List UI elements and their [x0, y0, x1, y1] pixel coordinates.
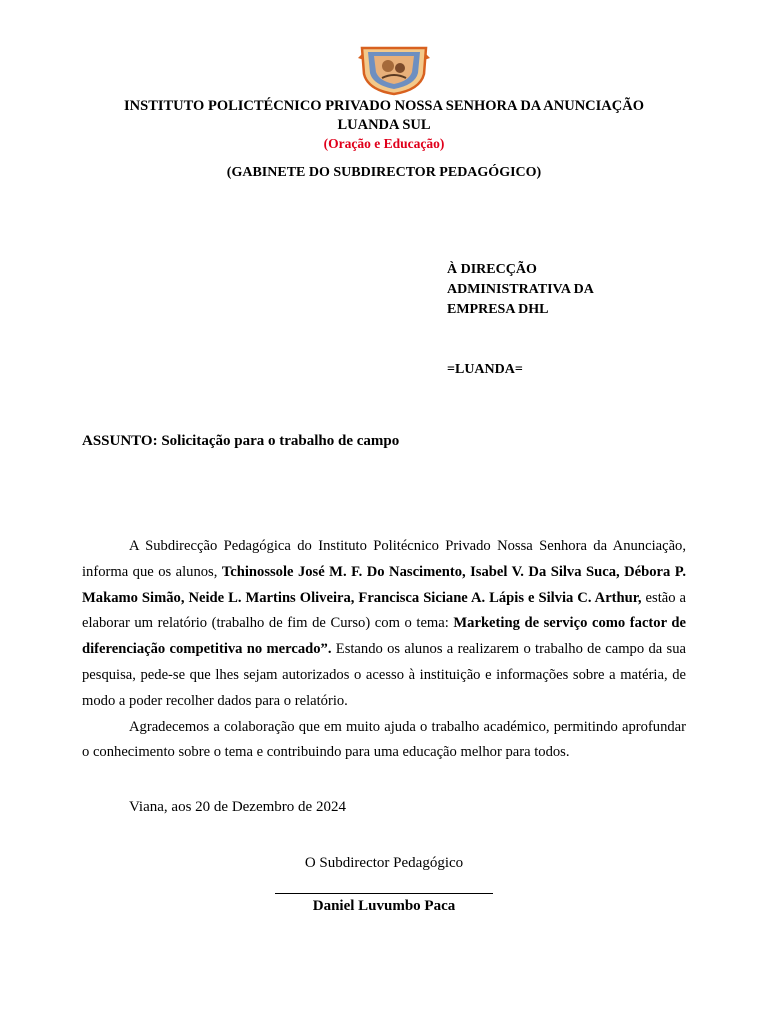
letter-subject: ASSUNTO: Solicitação para o trabalho de campo: [82, 433, 400, 449]
recipient-line-3: EMPRESA DHL: [447, 302, 549, 317]
signature-line: [275, 893, 493, 894]
body-paragraph-2: Agradecemos a colaboração que em muito ajuda o trabalho académico, permitindo aprofundar o conhecimento sobre o tema e contribuindo para uma educação melhor para todos.: [82, 718, 686, 761]
p1-closing: Estando os alunos a realizarem o trabalho de campo da sua pesquisa, pede-se que lhes sejam autorizados o acesso à instituição e informações sobre a matéria, de modo a poder recolher dados para o relatório.: [82, 641, 686, 709]
institute-name: [0, 97, 768, 135]
letter-body: [82, 534, 686, 766]
office-title: (GABINETE DO SUBDIRECTOR PEDAGÓGICO): [226, 165, 542, 180]
body-paragraph-1: [82, 534, 686, 715]
institute-line-1: INSTITUTO POLICTÉCNICO PRIVADO NOSSA SENHORA DA ANUNCIAÇÃO: [124, 98, 644, 114]
recipient-line-1: À DIRECÇÃO: [447, 262, 537, 277]
recipient-address: [447, 260, 647, 320]
signatory-role: O Subdirector Pedagógico: [304, 855, 464, 871]
date-line: Viana, aos 20 de Dezembro de 2024: [129, 799, 346, 815]
institute-motto: (Oração e Educação): [323, 136, 445, 151]
report-theme: Marketing de serviço como factor de diferenciação competitiva no mercado”.: [82, 615, 686, 658]
student-names: Tchinossole José M. F. Do Nascimento, Isabel V. Da Silva Suca, Débora P. Makamo Simão, Neide L. Martins Oliveira, Francisca Siciane A. Lápis e Silvia C. Arthur,: [82, 563, 686, 606]
recipient-line-2: ADMINISTRATIVA DA: [447, 282, 594, 297]
recipient-city: =LUANDA=: [447, 362, 523, 377]
institute-line-2: LUANDA SUL: [337, 117, 431, 133]
school-crest-icon: [358, 44, 430, 96]
signatory-name: Daniel Luvumbo Paca: [312, 898, 456, 914]
p1-middle: estão a elaborar um relatório (trabalho de fim de Curso) com o tema:: [82, 589, 687, 632]
p1-intro: A Subdirecção Pedagógica do Instituto Politécnico Privado Nossa Senhora da Anunciação, informa que os alunos,: [82, 538, 686, 580]
